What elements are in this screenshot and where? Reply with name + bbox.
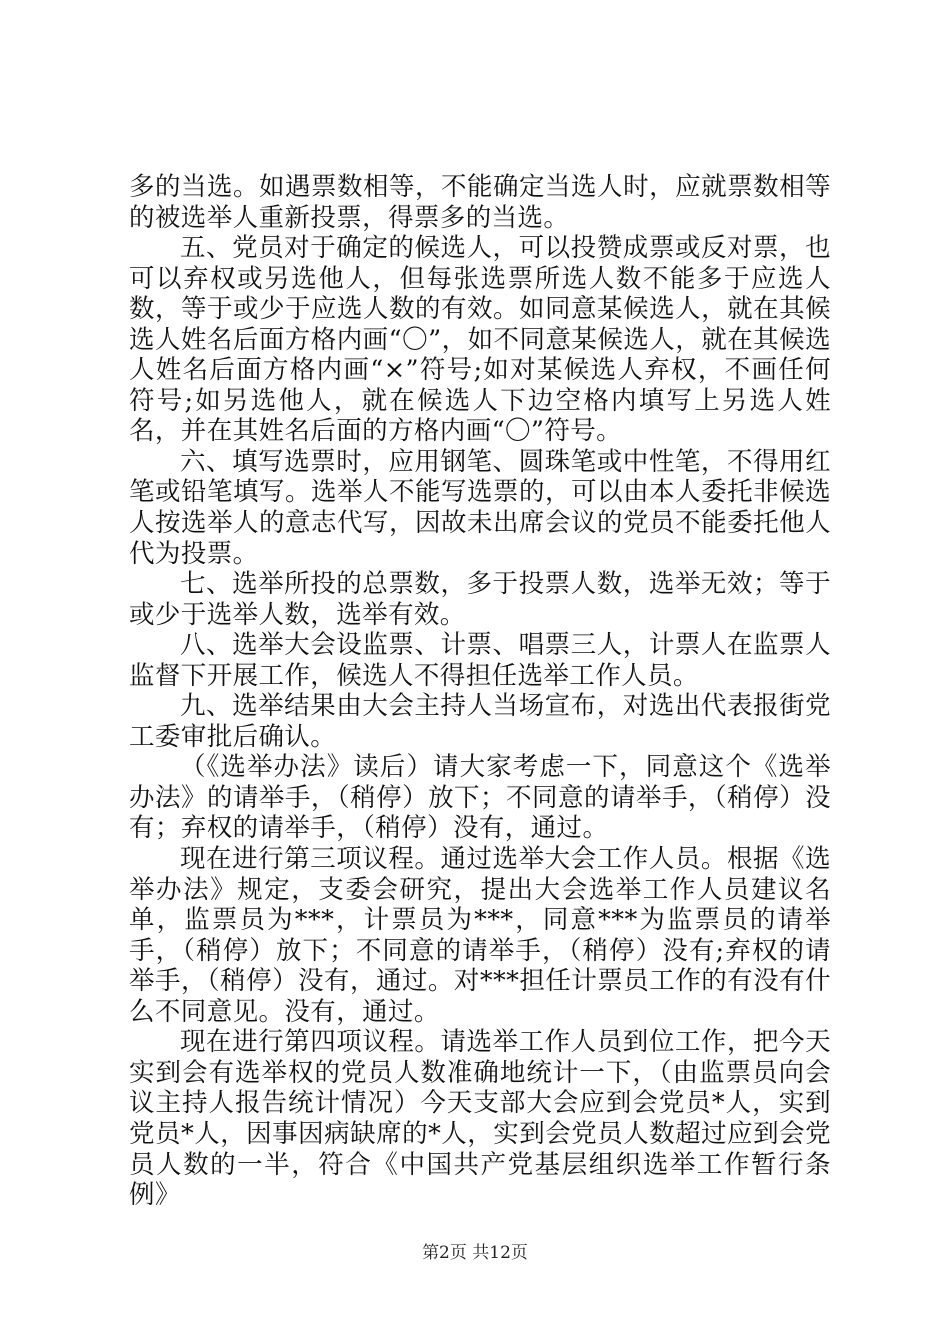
page-footer [0,1242,950,1264]
paragraph-agenda-4: 现在进行第四项议程。请选举工作人员到位工作，把今天实到会有选举权的党员人数准确地统计一下，（由监票员向会议主持人报告统计情况）今天支部大会应到会党员*人，实到党员*人，因事因病缺席的*人，实到会党员人数超过应到会党员人数的一半，符合《中国共产党基层组织选举工作暂行条例》 [129,1027,831,1211]
paragraph-item-7: 七、选举所投的总票数，多于投票人数，选举无效；等于或少于选举人数，选举有效。 [129,569,831,630]
paragraph-item-6: 六、填写选票时，应用钢笔、圆珠笔或中性笔，不得用红笔或铅笔填写。选举人不能写选票的，可以由本人委托非候选人按选举人的意志代写，因故未出席会议的党员不能委托他人代为投票。 [129,446,831,569]
paragraph-agenda-3: 现在进行第三项议程。通过选举大会工作人员。根据《选举办法》规定，支委会研究，提出大会选举工作人员建议名单，监票员为***，计票员为***，同意***为监票员的请举手，（稍停）放下；不同意的请举手，（稍停）没有;弃权的请举手，（稍停）没有，通过。对***担任计票员工作的有没有什么不同意见。没有，通过。 [129,844,831,1027]
paragraph-item-9: 九、选举结果由大会主持人当场宣布，对选出代表报街党工委审批后确认。 [129,691,831,752]
document-body [129,172,831,1211]
paragraph-vote-approval: （《选举办法》读后）请大家考虑一下，同意这个《选举办法》的请举手，（稍停）放下；不同意的请举手，（稍停）没有；弃权的请举手，（稍停）没有，通过。 [129,752,831,844]
paragraph-item-5: 五、党员对于确定的候选人，可以投赞成票或反对票，也可以弃权或另选他人，但每张选票所选人数不能多于应选人数，等于或少于应选人数的有效。如同意某候选人，就在其候选人姓名后面方格内画“〇”，如不同意某候选人，就在其候选人姓名后面方格内画“×”符号;如对某候选人弃权，不画任何符号;如另选他人，就在候选人下边空格内填写上另选人姓名，并在其姓名后面的方格内画“〇”符号。 [129,233,831,447]
paragraph-continuation: 多的当选。如遇票数相等，不能确定当选人时，应就票数相等的被选举人重新投票，得票多的当选。 [129,172,831,233]
page-number-label: 第2页 共12页 [422,1243,528,1263]
paragraph-item-8: 八、选举大会设监票、计票、唱票三人，计票人在监票人监督下开展工作，候选人不得担任选举工作人员。 [129,630,831,691]
